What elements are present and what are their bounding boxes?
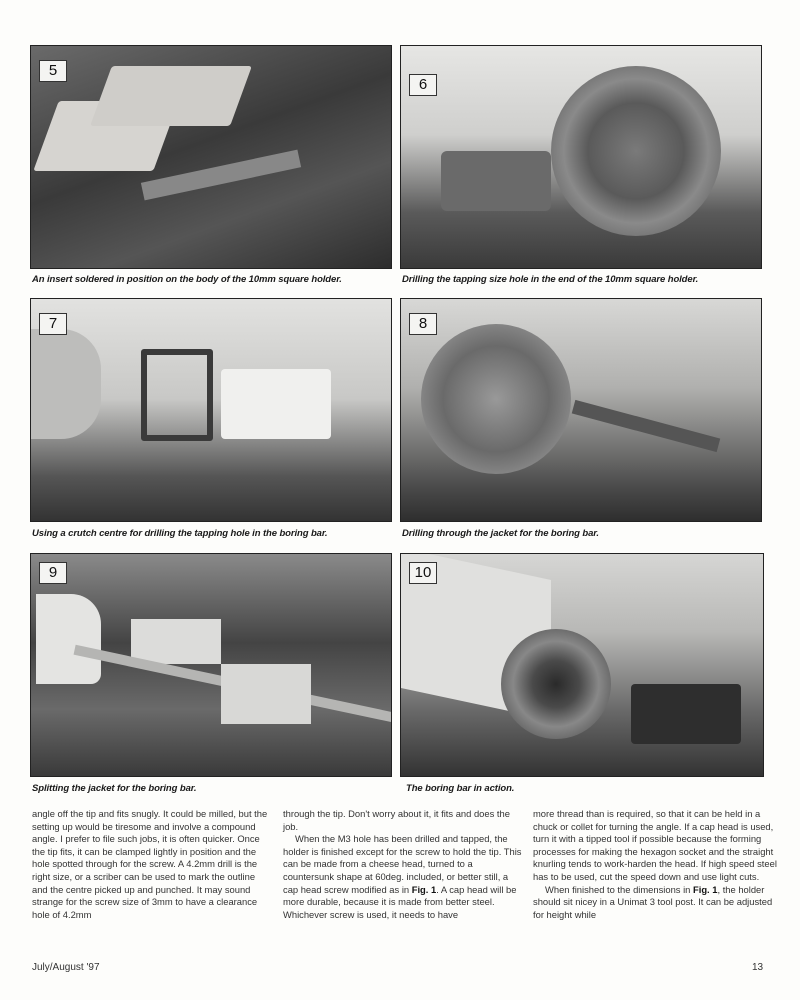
figure-number-5: 5	[39, 60, 67, 82]
body-text: . A cap head will be more durable, because it is made from better steel. Whichever screw is used, it needs to have	[283, 883, 517, 920]
photo-chuck-face	[551, 66, 721, 236]
figure-number-10: 10	[409, 562, 437, 584]
photo-figure-9	[30, 553, 392, 777]
photo-figure-10	[400, 553, 764, 777]
photo-vise-jaw	[36, 594, 101, 684]
figure-number-7: 7	[39, 313, 67, 335]
body-column-2	[283, 808, 523, 921]
photo-figure-5	[30, 45, 392, 269]
photo-figure-8	[400, 298, 762, 522]
photo-drill-chuck	[441, 151, 551, 211]
issue-date: July/August '97	[32, 962, 100, 973]
figure-number-9: 9	[39, 562, 67, 584]
body-text: When the M3 hole has been drilled and tapped, the holder is finished except for the screw to hold the tip. This can be made from a cheese head, turned to a countersunk shape at 60deg. included, or better still, a cap head screw modified as in	[283, 833, 522, 895]
figure-reference: Fig. 1	[693, 883, 718, 895]
photo-crutch-centre	[141, 349, 213, 441]
photo-figure-7	[30, 298, 392, 522]
body-paragraph: angle off the tip and fits snugly. It could be milled, but the setting up would be tiresome and involve a compound angle. I prefer to file such jobs, it is often quicker. Once the tip fits, it can be clamped lightly in position and the hole spotted through for the screw. A 4.2mm drill is the right size, or a scriber can be used to mark the outline and the centre picked up and punched. It may sound strange for the screw size of 3mm to have a clearance hole of 4.2mm	[32, 808, 268, 920]
body-text: When finished to the dimensions in	[545, 883, 693, 895]
page-number: 13	[752, 962, 764, 973]
figure-reference: Fig. 1	[411, 883, 437, 895]
photo-lathe-chuck	[501, 629, 611, 739]
caption-figure-8: Drilling through the jacket for the boring bar.	[402, 528, 599, 539]
body-paragraph	[283, 833, 523, 921]
photo-block-right	[221, 664, 311, 724]
photo-four-jaw-chuck	[421, 324, 571, 474]
body-paragraph	[533, 884, 778, 922]
caption-figure-9: Splitting the jacket for the boring bar.	[32, 783, 197, 794]
photo-drill-bit	[572, 400, 721, 452]
photo-white-block	[221, 369, 331, 439]
photo-vise-jaw-right	[90, 66, 252, 126]
body-column-3	[533, 808, 778, 921]
caption-figure-5: An insert soldered in position on the body of the 10mm square holder.	[32, 274, 342, 285]
photo-tool-post	[631, 684, 741, 744]
body-paragraph: through the tip. Don't worry about it, it fits and does the job.	[283, 808, 510, 832]
photo-figure-6	[400, 45, 762, 269]
caption-figure-10: The boring bar in action.	[406, 783, 515, 794]
caption-figure-7: Using a crutch centre for drilling the tapping hole in the boring bar.	[32, 528, 328, 539]
body-column-1	[32, 808, 272, 921]
photo-hand	[31, 329, 101, 439]
caption-figure-6: Drilling the tapping size hole in the end of the 10mm square holder.	[402, 274, 699, 285]
photo-holder-bar	[141, 150, 301, 201]
photo-jacket-block	[131, 619, 221, 664]
figure-number-6: 6	[409, 74, 437, 96]
body-paragraph: more thread than is required, so that it can be held in a chuck or collet for turning the angle. If a cap head is used, turn it with a tipped tool if possible because the forming processes for making the hexagon socket and the straight knurling tends to work-harden the head. If high speed steel has to be used, cut the speed down and use light cuts.	[533, 808, 777, 882]
figure-number-8: 8	[409, 313, 437, 335]
body-text: , the holder should sit nicey in a Unimat 3 tool post. It can be adjusted for height while	[533, 883, 773, 920]
